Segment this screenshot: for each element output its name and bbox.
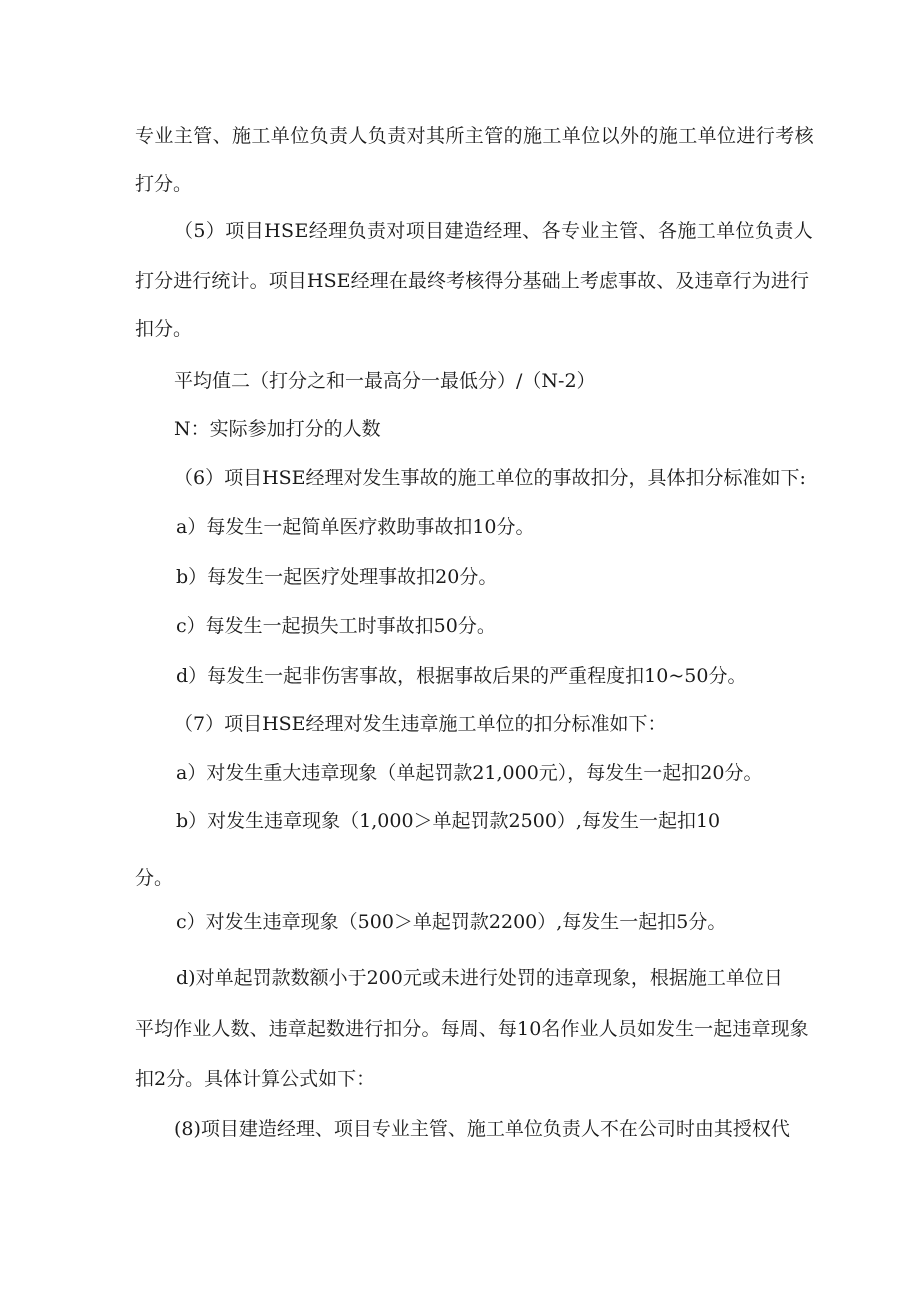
paragraph-line: 打分。 — [135, 173, 193, 195]
list-item: d)对单起罚款数额小于200元或未进行处罚的违章现象，根据施工单位日 — [176, 967, 783, 989]
paragraph-line: 平均作业人数、违章起数进行扣分。每周、每10名作业人员如发生一起违章现象 — [135, 1018, 809, 1040]
list-item: d）每发生一起非伤害事故，根据事故后果的严重程度扣10~50分。 — [176, 665, 747, 687]
paragraph-line: （6）项目HSE经理对发生事故的施工单位的事故扣分，具体扣分标准如下: — [174, 467, 806, 489]
paragraph-line: 扣2分。具体计算公式如下： — [135, 1068, 376, 1090]
paragraph-line: (8)项目建造经理、项目专业主管、施工单位负责人不在公司时由其授权代 — [174, 1118, 790, 1140]
list-item: b）对发生违章现象（1,000＞单起罚款2500）,每发生一起扣10 — [176, 810, 721, 832]
paragraph-line: 打分进行统计。项目HSE经理在最终考核得分基础上考虑事故、及违章行为进行 — [135, 270, 810, 292]
paragraph-line: 分。 — [135, 867, 174, 889]
list-item: b）每发生一起医疗处理事故扣20分。 — [176, 566, 498, 588]
paragraph-line: N：实际参加打分的人数 — [174, 418, 381, 440]
paragraph-line: 专业主管、施工单位负责人负责对其所主管的施工单位以外的施工单位进行考核 — [135, 125, 815, 147]
paragraph-line: （5）项目HSE经理负责对项目建造经理、各专业主管、各施工单位负责人 — [174, 220, 814, 242]
paragraph-line: （7）项目HSE经理对发生违章施工单位的扣分标准如下： — [174, 713, 667, 735]
list-item: a）每发生一起简单医疗救助事故扣10分。 — [176, 516, 535, 538]
list-item: c）对发生违章现象（500＞单起罚款2200）,每发生一起扣5分。 — [176, 911, 727, 933]
formula-line: 平均值二（打分之和一最高分一最低分）/（N-2） — [174, 370, 596, 392]
list-item: a）对发生重大违章现象（单起罚款21,000元），每发生一起扣20分。 — [176, 762, 763, 784]
paragraph-line: 扣分。 — [135, 318, 193, 340]
list-item: c）每发生一起损失工时事故扣50分。 — [176, 615, 496, 637]
